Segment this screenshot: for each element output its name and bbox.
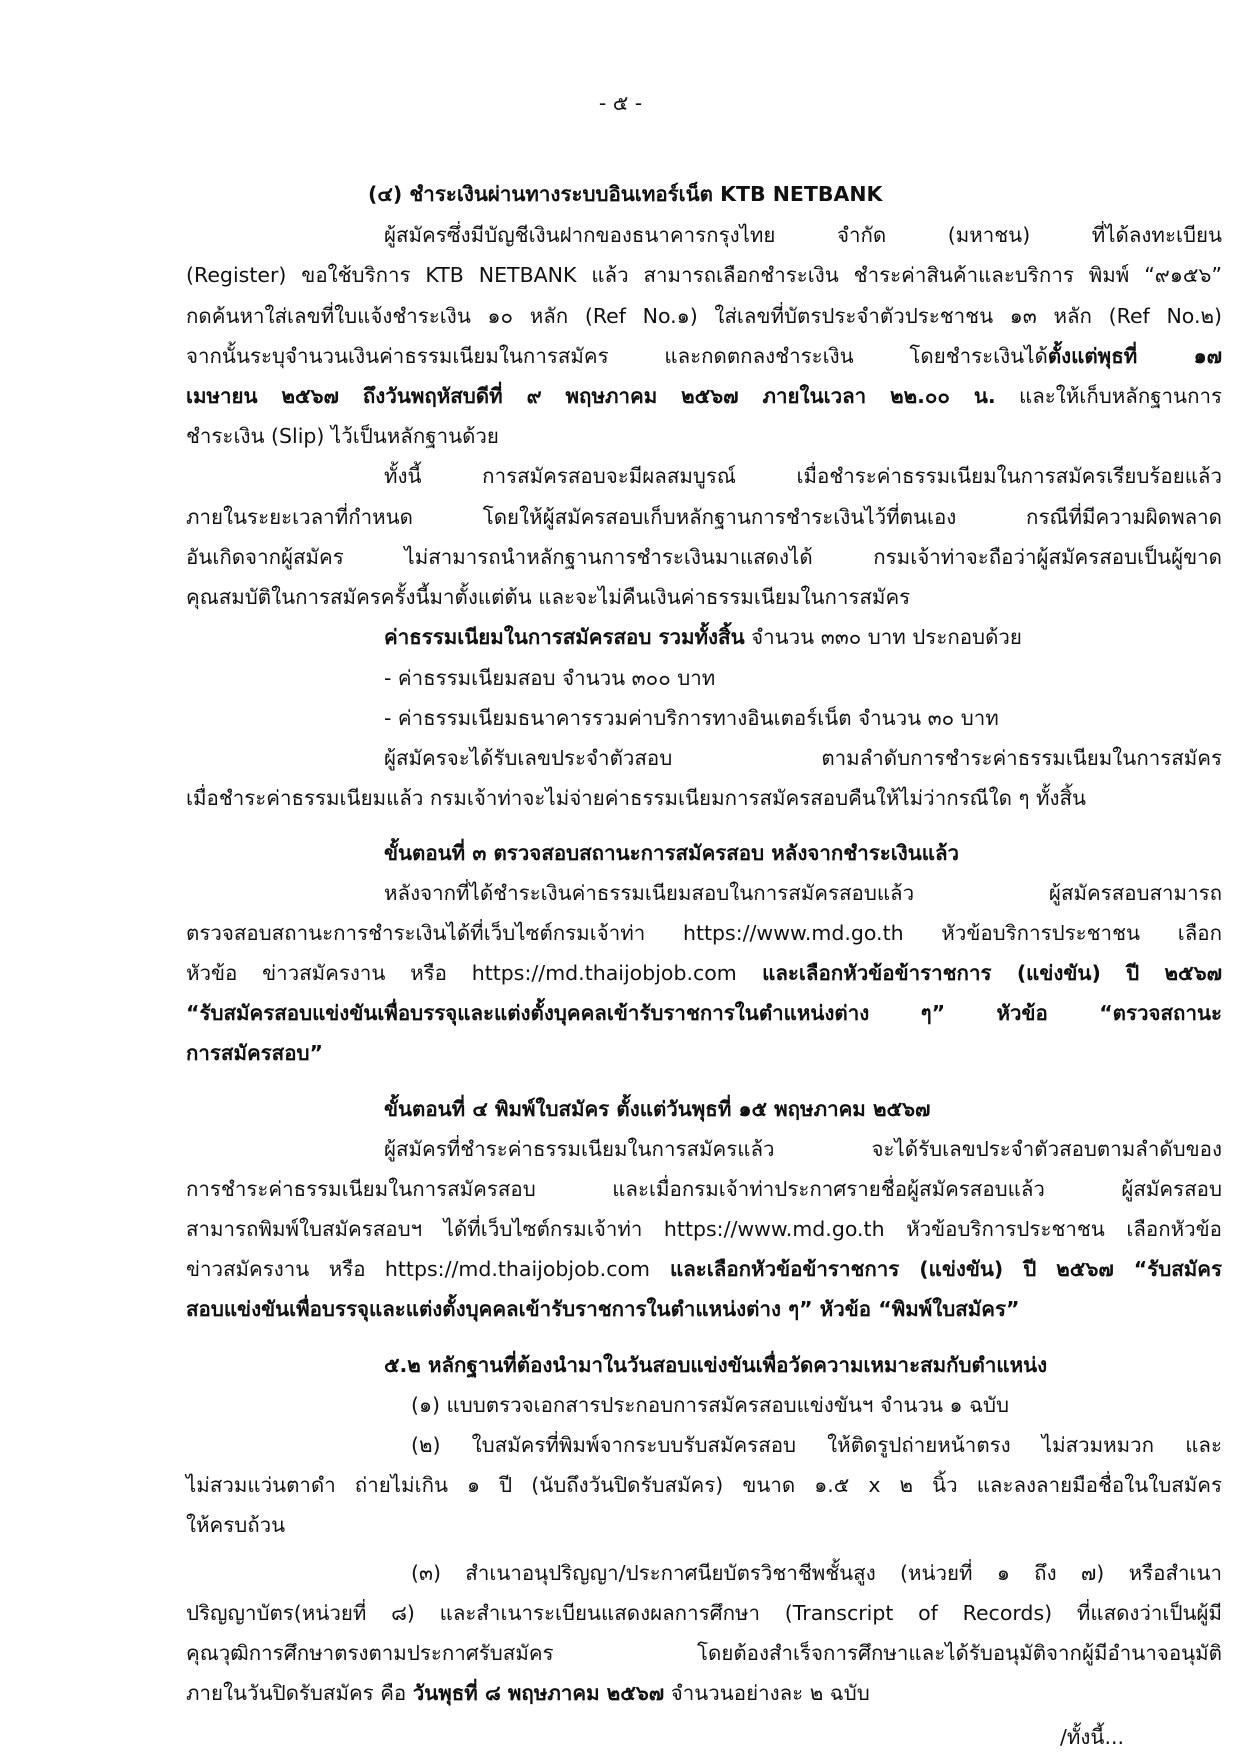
fee-item: - ค่าธรรมเนียมธนาคารรวมค่าบริการทางอินเตอร์เน็ต จำนวน ๓๐ บาท bbox=[384, 706, 999, 730]
step4-heading: ขั้นตอนที่ ๔ พิมพ์ใบสมัคร ตั้งแต่วันพุธที่ ๑๕ พฤษภาคม ๒๕๖๗ bbox=[384, 1097, 931, 1121]
paragraph-line: ชำระเงิน (Slip) ไว้เป็นหลักฐานด้วย bbox=[186, 424, 499, 448]
fee-total-amount: จำนวน ๓๓๐ บาท ประกอบด้วย bbox=[744, 625, 1022, 649]
paragraph-line: สอบแข่งขันเพื่อบรรจุและแต่งตั้งบุคคลเข้ารับราชการในตำแหน่งต่าง ๆ” หัวข้อ “พิมพ์ใบสมัคร” bbox=[186, 1297, 1020, 1321]
bold-date-text: วันพุธที่ ๘ พฤษภาคม ๒๕๖๗ bbox=[412, 1681, 665, 1705]
paragraph-line: ภายในระยะเวลาที่กำหนด โดยให้ผู้สมัครสอบเก็บหลักฐานการชำระเงินไว้ที่ตนเอง กรณีที่มีความผิดพลาด bbox=[186, 505, 1222, 529]
continuation-marker: /ทั้งนี้... bbox=[1060, 1725, 1124, 1749]
bold-text: และเลือกหัวข้อข้าราชการ (แข่งขัน) ปี ๒๕๖๗ bbox=[736, 961, 1222, 985]
fee-item: - ค่าธรรมเนียมสอบ จำนวน ๓๐๐ บาท bbox=[384, 666, 716, 690]
page-number: - ๕ - bbox=[598, 91, 643, 115]
paragraph-line bbox=[186, 958, 1222, 988]
text-run: ข่าวสมัครงาน หรือ https://md.thaijobjob.com bbox=[186, 1257, 650, 1281]
paragraph-line bbox=[186, 381, 1222, 411]
paragraph-line: ไม่สวมแว่นตาดำ ถ่ายไม่เกิน ๑ ปี (นับถึงวันปิดรับสมัคร) ขนาด ๑.๕ x ๒ นิ้ว และลงลายมือชื่อในใบสมัคร bbox=[186, 1473, 1222, 1497]
section-heading-ktb-netbank: (๔) ชำระเงินผ่านทางระบบอินเทอร์เน็ต KTB NETBANK bbox=[368, 182, 883, 206]
text-run: ภายในวันปิดรับสมัคร คือ bbox=[186, 1681, 413, 1705]
paragraph-line: ผู้สมัครซึ่งมีบัญชีเงินฝากของธนาคารกรุงไทย จำกัด (มหาชน) ที่ได้ลงทะเบียน bbox=[384, 223, 1222, 247]
paragraph-line: สามารถพิมพ์ใบสมัครสอบฯ ได้ที่เว็บไซต์กรมเจ้าท่า https://www.md.go.th หัวข้อบริการประชาชน เลือกหัวข้อ bbox=[186, 1217, 1222, 1241]
paragraph-line: ปริญญาบัตร(หน่วยที่ ๘) และสำเนาระเบียนแสดงผลการศึกษา (Transcript of Records) ที่แสดงว่าเป็นผู้มี bbox=[186, 1601, 1222, 1625]
text-run: จำนวนอย่างละ ๒ ฉบับ bbox=[664, 1681, 870, 1705]
list-item: (๒) ใบสมัครที่พิมพ์จากระบบรับสมัครสอบ ให้ติดรูปถ่ายหน้าตรง ไม่สวมหมวก และ bbox=[411, 1433, 1222, 1457]
paragraph-line: การชำระค่าธรรมเนียมในการสมัครสอบ และเมื่อกรมเจ้าท่าประกาศรายชื่อผู้สมัครสอบแล้ว ผู้สมัครสอบ bbox=[186, 1177, 1222, 1201]
paragraph-line: เมื่อชำระค่าธรรมเนียมแล้ว กรมเจ้าท่าจะไม่จ่ายค่าธรรมเนียมการสมัครสอบคืนให้ไม่ว่ากรณีใด ๆ ทั้งสิ้น bbox=[186, 786, 1087, 810]
section-heading-5-2: ๕.๒ หลักฐานที่ต้องนำมาในวันสอบแข่งขันเพื่อวัดความเหมาะสมกับตำแหน่ง bbox=[384, 1353, 1048, 1377]
paragraph-line: หลังจากที่ได้ชำระเงินค่าธรรมเนียมสอบในการสมัครสอบแล้ว ผู้สมัครสอบสามารถ bbox=[384, 881, 1222, 905]
paragraph-line: ให้ครบถ้วน bbox=[186, 1513, 286, 1537]
paragraph-line bbox=[186, 1678, 870, 1708]
bold-text: และเลือกหัวข้อข้าราชการ (แข่งขัน) ปี ๒๕๖๗ “รับสมัคร bbox=[649, 1257, 1222, 1281]
paragraph-line: คุณวุฒิการศึกษาตรงตามประกาศรับสมัคร โดยต้องสำเร็จการศึกษาและได้รับอนุมัติจากผู้มีอำนาจอนุมัติ bbox=[186, 1641, 1222, 1665]
paragraph-line bbox=[186, 341, 1222, 371]
text-run: หัวข้อ ข่าวสมัครงาน หรือ https://md.thaijobjob.com bbox=[186, 961, 737, 985]
text-run: จากนั้นระบุจำนวนเงินค่าธรรมเนียมในการสมัคร และกดตกลงชำระเงิน โดยชำระเงินได้ bbox=[186, 344, 1048, 368]
step3-heading: ขั้นตอนที่ ๓ ตรวจสอบสถานะการสมัครสอบ หลังจากชำระเงินแล้ว bbox=[384, 841, 960, 865]
fee-total-label: ค่าธรรมเนียมในการสมัครสอบ รวมทั้งสิ้น bbox=[384, 625, 745, 649]
paragraph-line: กดค้นหาใส่เลขที่ใบแจ้งชำระเงิน ๑๐ หลัก (Ref No.๑) ใส่เลขที่บัตรประจำตัวประชาชน ๑๓ หลัก (Ref No.๒) bbox=[186, 304, 1222, 328]
list-item: (๑) แบบตรวจเอกสารประกอบการสมัครสอบแข่งขันฯ จำนวน ๑ ฉบับ bbox=[411, 1393, 1010, 1417]
paragraph-line: ตรวจสอบสถานะการชำระเงินได้ที่เว็บไซต์กรมเจ้าท่า https://www.md.go.th หัวข้อบริการประชาชน เลือก bbox=[186, 921, 1222, 945]
fee-total bbox=[384, 622, 1022, 652]
paragraph-line: คุณสมบัติในการสมัครครั้งนี้มาตั้งแต่ต้น และจะไม่คืนเงินค่าธรรมเนียมในการสมัคร bbox=[186, 585, 911, 609]
bold-date-text: ตั้งแต่พุธที่ ๑๗ bbox=[1047, 344, 1223, 368]
paragraph-line bbox=[186, 1254, 1222, 1284]
paragraph-line: (Register) ขอใช้บริการ KTB NETBANK แล้ว สามารถเลือกชำระเงิน ชำระค่าสินค้าและบริการ พิมพ์ “๙๑๕๖” bbox=[186, 263, 1222, 287]
list-item: (๓) สำเนาอนุปริญญา/ประกาศนียบัตรวิชาชีพชั้นสูง (หน่วยที่ ๑ ถึง ๗) หรือสำเนา bbox=[411, 1561, 1222, 1585]
paragraph-line: ผู้สมัครจะได้รับเลขประจำตัวสอบ ตามลำดับการชำระค่าธรรมเนียมในการสมัคร bbox=[384, 746, 1222, 770]
paragraph-line: “รับสมัครสอบแข่งขันเพื่อบรรจุและแต่งตั้งบุคคลเข้ารับราชการในตำแหน่งต่าง ๆ” หัวข้อ “ตรวจสถานะ bbox=[186, 1001, 1222, 1025]
paragraph-line: ทั้งนี้ การสมัครสอบจะมีผลสมบูรณ์ เมื่อชำระค่าธรรมเนียมในการสมัครเรียบร้อยแล้ว bbox=[384, 464, 1222, 488]
text-run: และให้เก็บหลักฐานการ bbox=[995, 384, 1222, 408]
paragraph-line: การสมัครสอบ” bbox=[186, 1041, 323, 1065]
paragraph-line: ผู้สมัครที่ชำระค่าธรรมเนียมในการสมัครแล้ว จะได้รับเลขประจำตัวสอบตามลำดับของ bbox=[384, 1137, 1222, 1161]
bold-date-text: เมษายน ๒๕๖๗ ถึงวันพฤหัสบดีที่ ๙ พฤษภาคม ๒๕๖๗ ภายในเวลา ๒๒.๐๐ น. bbox=[186, 384, 996, 408]
paragraph-line: อันเกิดจากผู้สมัคร ไม่สามารถนำหลักฐานการชำระเงินมาแสดงได้ กรมเจ้าท่าจะถือว่าผู้สมัครสอบเป็นผู้ขาด bbox=[186, 545, 1222, 569]
